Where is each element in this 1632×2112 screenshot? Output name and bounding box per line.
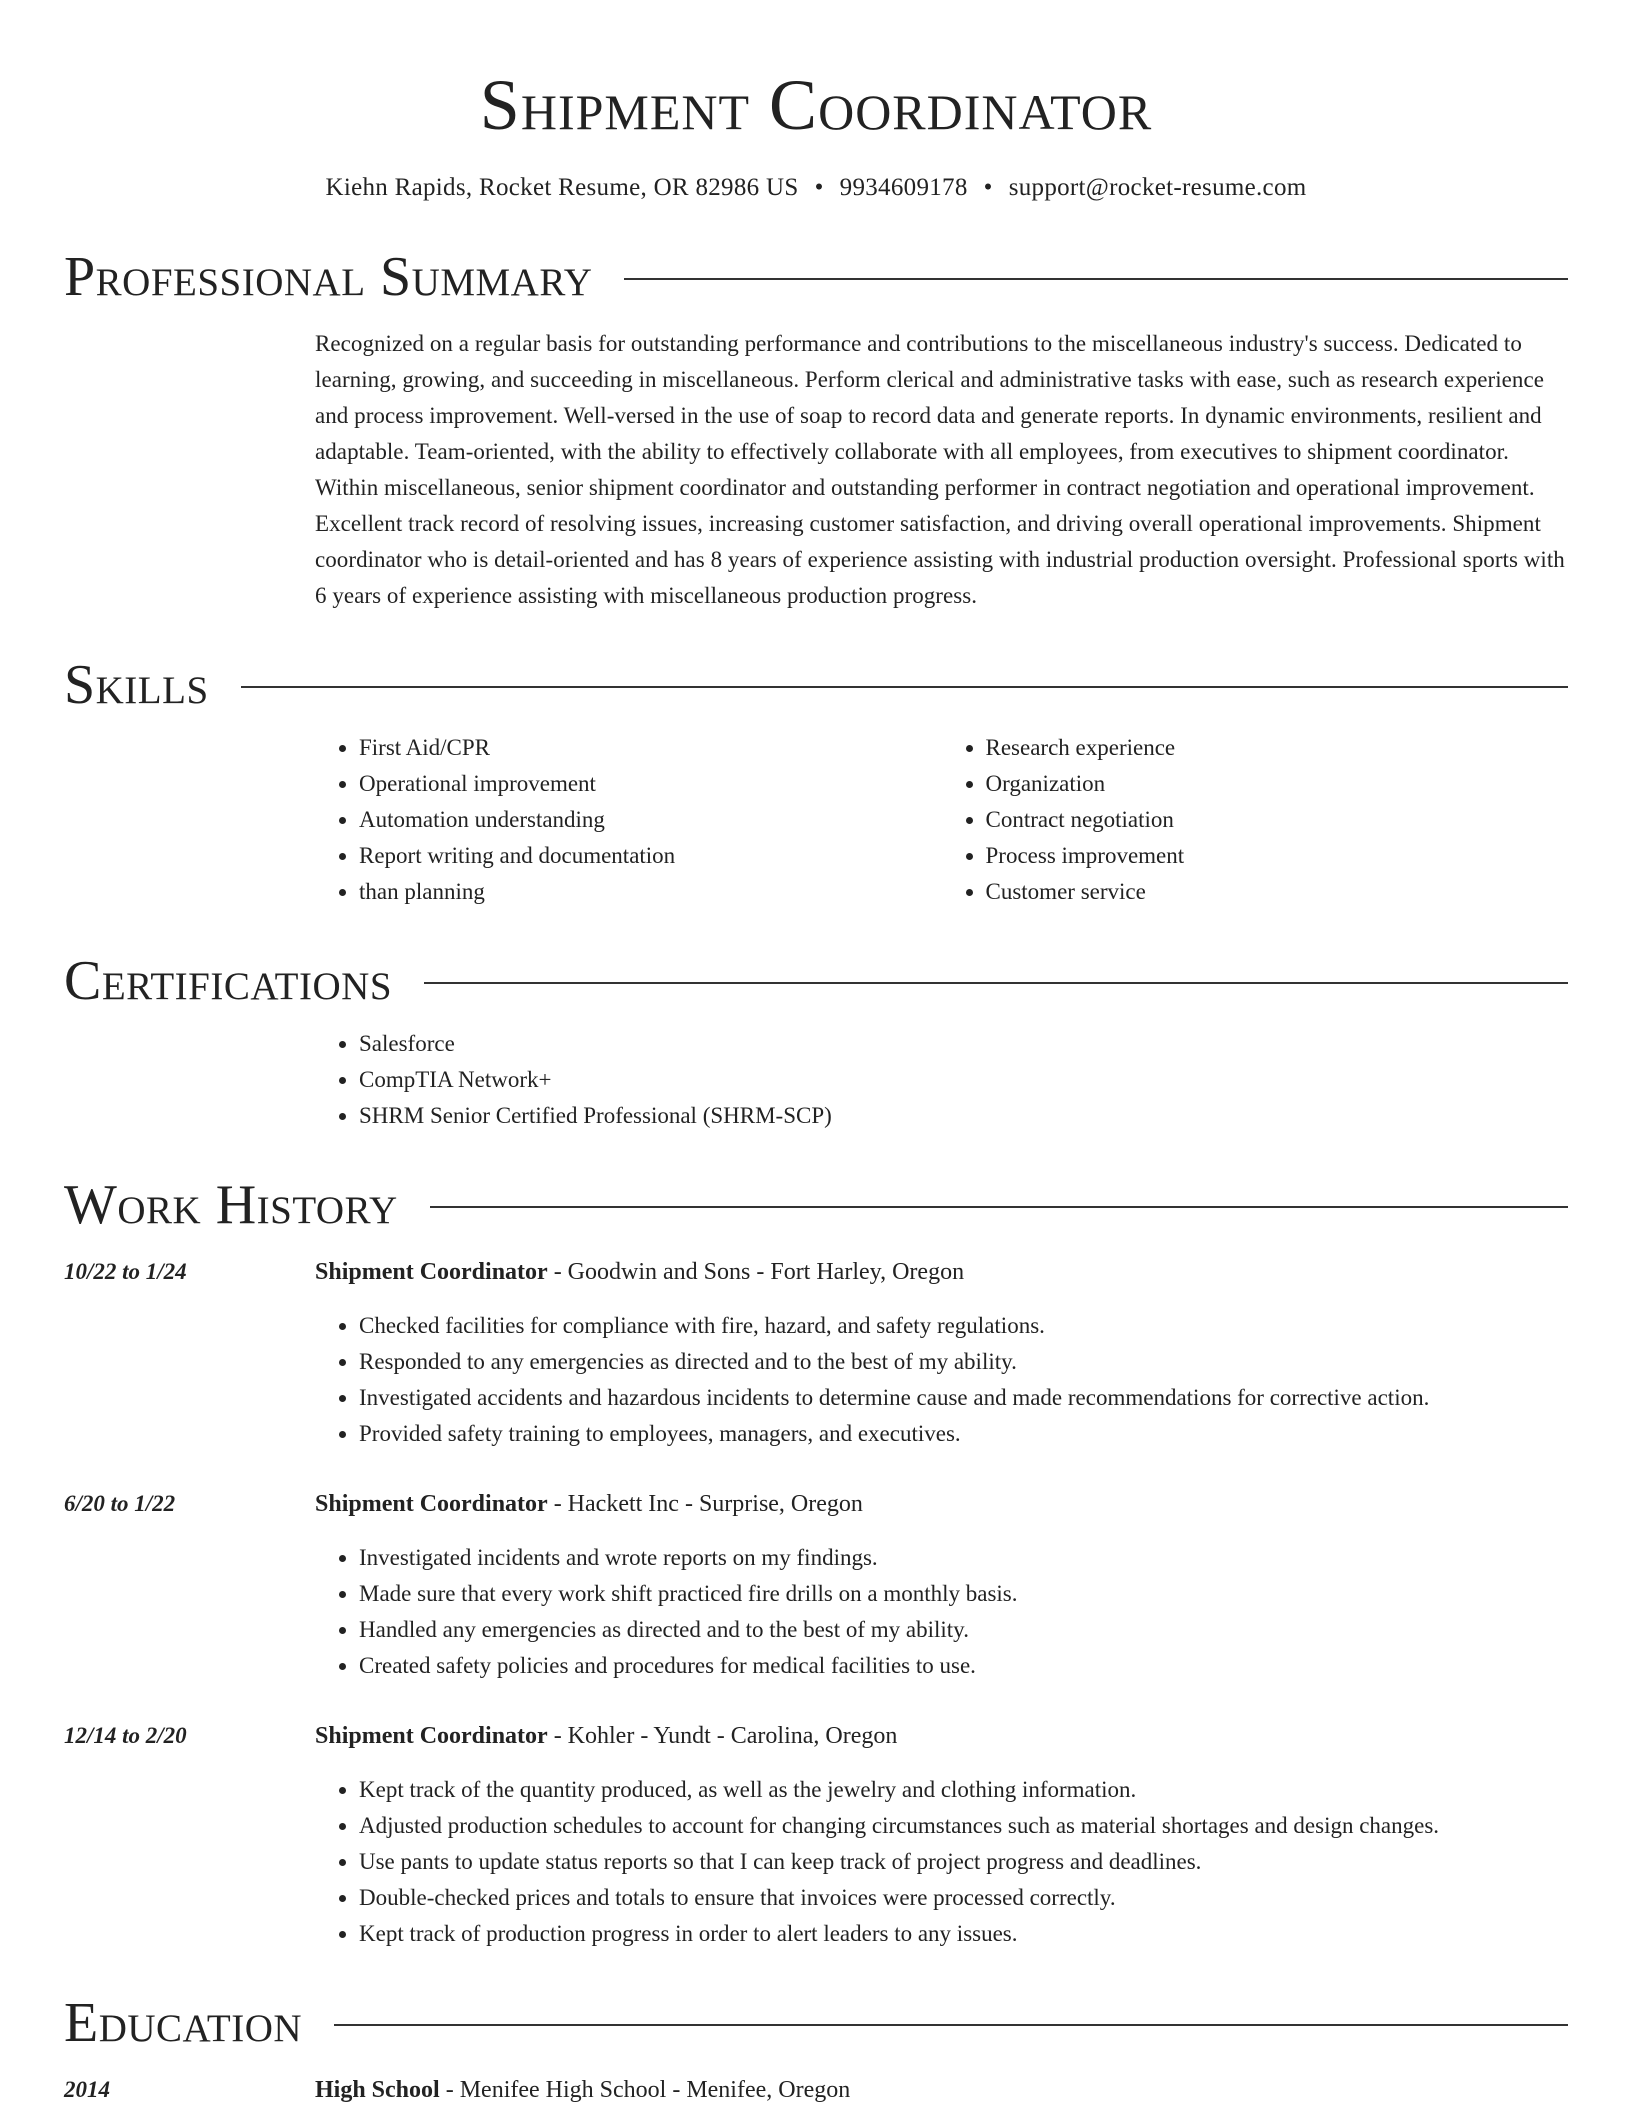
job-bullet: • Provided safety training to employees, managers, and executives.: [359, 1416, 1568, 1452]
section-header-certifications: [64, 948, 1568, 1014]
job-bullets: [315, 1772, 1568, 1952]
education-school: - Menifee High School - Menifee, Oregon: [439, 2077, 851, 2103]
section-heading: Skills: [64, 654, 209, 716]
job-bullet: • Created safety policies and procedures for medical facilities to use.: [359, 1648, 1568, 1684]
section-divider: [624, 278, 1568, 280]
job-bullet: • Handled any emergencies as directed and to the best of my ability.: [359, 1612, 1568, 1648]
job-bullet: • Double-checked prices and totals to ensure that invoices were processed correctly.: [359, 1880, 1568, 1916]
section-header-work-history: [64, 1172, 1568, 1238]
education-title-line: [315, 2072, 1568, 2108]
job-employer: - Kohler - Yundt - Carolina, Oregon: [547, 1723, 898, 1749]
education-dates: 2014: [64, 2077, 110, 2102]
job-dates: 6/20 to 1/22: [64, 1491, 176, 1516]
job-bullets: [315, 1540, 1568, 1684]
job-title: Shipment Coordinator: [315, 1259, 548, 1285]
contact-separator: •: [814, 174, 824, 201]
job-dates: 10/22 to 1/24: [64, 1259, 187, 1284]
job-bullet: • Kept track of production progress in order to alert leaders to any issues.: [359, 1916, 1568, 1952]
job-dates: 12/14 to 2/20: [64, 1723, 187, 1748]
job-title-line: [315, 1254, 1568, 1290]
skills-column-left: [315, 730, 942, 910]
skill-item: • Organization: [986, 766, 1569, 802]
job-employer: - Goodwin and Sons - Fort Harley, Oregon: [547, 1259, 965, 1285]
skill-item: • Process improvement: [986, 838, 1569, 874]
certifications-list: [315, 1026, 1568, 1134]
contact-line: [64, 170, 1568, 206]
job-bullet: • Investigated incidents and wrote reports on my findings.: [359, 1540, 1568, 1576]
job-bullet: • Use pants to update status reports so that I can keep track of project progress and deadlines.: [359, 1844, 1568, 1880]
section-divider: [424, 982, 1568, 984]
job-bullet: • Made sure that every work shift practiced fire drills on a monthly basis.: [359, 1576, 1568, 1612]
section-divider: [430, 1206, 1568, 1208]
job-title: Shipment Coordinator: [315, 1723, 548, 1749]
skill-item: • Research experience: [986, 730, 1569, 766]
contact-phone: 9934609178: [839, 174, 968, 201]
section-divider: [334, 2024, 1568, 2026]
job-entry: [64, 1254, 1568, 1452]
certification-item: • SHRM Senior Certified Professional (SHRM-SCP): [359, 1098, 1568, 1134]
contact-email: support@rocket-resume.com: [1008, 174, 1307, 201]
section-divider: [241, 686, 1568, 688]
contact-address: Kiehn Rapids, Rocket Resume, OR 82986 US: [325, 174, 799, 201]
job-bullet: • Kept track of the quantity produced, as well as the jewelry and clothing information.: [359, 1772, 1568, 1808]
section-header-skills: [64, 652, 1568, 718]
education-entry: [64, 2072, 1568, 2108]
job-bullet: • Investigated accidents and hazardous incidents to determine cause and made recommendations for corrective action.: [359, 1380, 1568, 1416]
section-heading: Work History: [64, 1174, 398, 1236]
section-heading: Professional Summary: [64, 246, 593, 308]
summary-text: Recognized on a regular basis for outstanding performance and contributions to the miscellaneous industry's success. Dedicated to learning, growing, and succeeding in miscellaneous. Perform clerical and administrative tasks with ease, such as research experience and process improvement. Well-versed in the use of soap to record data and generate reports. In dynamic environments, resilient and adaptable. Team-oriented, with the ability to effectively collaborate with all employees, from executives to shipment coordinator. Within miscellaneous, senior shipment coordinator and outstanding performer in contract negotiation and operational improvement. Excellent track record of resolving issues, increasing customer satisfaction, and driving overall operational improvements. Shipment coordinator who is detail-oriented and has 8 years of experience assisting with industrial production oversight. Professional sports with 6 years of experience assisting with miscellaneous production progress.: [315, 331, 1565, 608]
certification-item: • Salesforce: [359, 1026, 1568, 1062]
job-title: Shipment Coordinator: [315, 1491, 548, 1517]
skill-item: • Report writing and documentation: [359, 838, 942, 874]
section-heading: Education: [64, 1992, 303, 2054]
skill-item: • Automation understanding: [359, 802, 942, 838]
job-entry: [64, 1718, 1568, 1952]
job-title-line: [315, 1718, 1568, 1754]
skills-column-right: [942, 730, 1569, 910]
job-entry: [64, 1486, 1568, 1684]
education-degree: High School: [315, 2077, 440, 2103]
job-employer: - Hackett Inc - Surprise, Oregon: [547, 1491, 863, 1517]
skill-item: • Contract negotiation: [986, 802, 1569, 838]
section-header-summary: [64, 244, 1568, 310]
section-heading: Certifications: [64, 950, 393, 1012]
skill-item: • First Aid/CPR: [359, 730, 942, 766]
candidate-name: Shipment Coordinator: [479, 65, 1153, 145]
job-bullet: • Checked facilities for compliance with fire, hazard, and safety regulations.: [359, 1308, 1568, 1344]
skill-item: • Operational improvement: [359, 766, 942, 802]
skill-item: • Customer service: [986, 874, 1569, 910]
skill-item: • than planning: [359, 874, 942, 910]
resume-page: [64, 0, 1568, 2108]
job-title-line: [315, 1486, 1568, 1522]
job-bullet: • Adjusted production schedules to account for changing circumstances such as material shortages and design changes.: [359, 1808, 1568, 1844]
certification-item: • CompTIA Network+: [359, 1062, 1568, 1098]
section-header-education: [64, 1990, 1568, 2056]
job-bullets: [315, 1308, 1568, 1452]
job-bullet: • Responded to any emergencies as directed and to the best of my ability.: [359, 1344, 1568, 1380]
contact-separator: •: [983, 174, 993, 201]
skills-list: [315, 730, 1568, 910]
